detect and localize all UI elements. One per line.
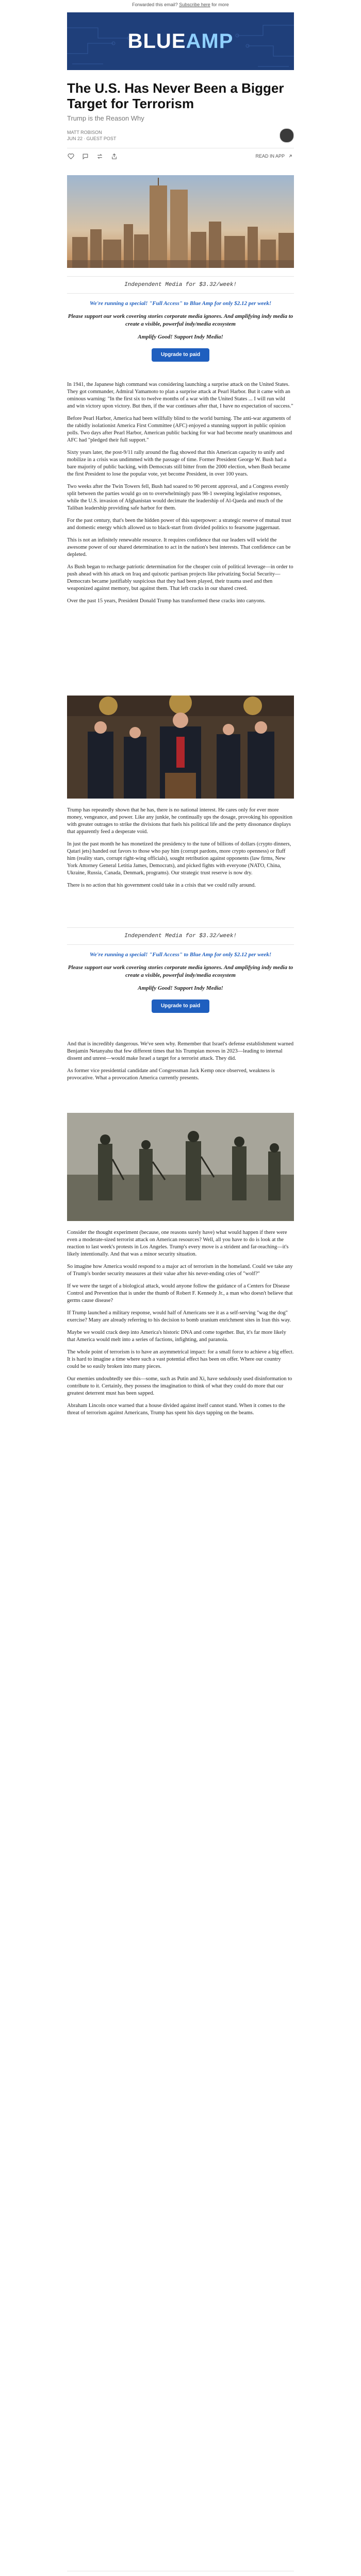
- article-paragraph: As former vice presidential candidate and Congressman Jack Kemp once observed, weakness is provocative. What a provocation America currently presents.: [67, 1068, 275, 1081]
- upgrade-button[interactable]: Upgrade to paid: [152, 348, 209, 362]
- article-paragraph: Over the past 15 years, President Donald Trump has transformed these cracks into canyons.: [67, 598, 266, 604]
- promo-tagline-2: Independent Media for $3.32/week!: [124, 933, 237, 939]
- publication-banner[interactable]: [67, 12, 294, 70]
- post-date: JUN 22: [67, 136, 83, 141]
- comment-icon[interactable]: [81, 152, 89, 160]
- divider: [67, 927, 294, 928]
- article-paragraph: In 1941, the Japanese high command was considering launching a surprise attack on the United States. They got commander, Admiral Yamamoto to plan a surprise attack at Pearl Harbor. But it came with an ominous warning: "In the first six to twelve months of a war with the United States ... I will run wild and win victory upon victory. But then, if the war continues after that, I have no expectation of success.": [67, 382, 293, 409]
- restack-icon[interactable]: [96, 152, 103, 160]
- author-avatar[interactable]: [280, 128, 294, 143]
- forward-bar: [0, 0, 361, 9]
- promo-special: We're running a special! "Full Access" to Blue Amp for only $2.12 per week!: [89, 300, 272, 307]
- post-subtitle: Trump is the Reason Why: [67, 114, 144, 122]
- upgrade-button-2[interactable]: Upgrade to paid: [152, 999, 209, 1013]
- article-paragraph: There is no action that his government could take in a crisis that we could rally around.: [67, 883, 256, 888]
- promo-special-2: We're running a special! "Full Access" to Blue Amp for only $2.12 per week!: [89, 952, 272, 958]
- article-paragraph: Two weeks after the Twin Towers fell, Bush had soared to 90 percent approval, and a Congress evenly split between the parties would go on to overwhelmingly pass 98-1 sweeping legislative responses, while the U.S. invasion of Afghanistan would decimate the leadership of Al-Qaeda and much of the Taliban leadership providing safe harbor for them.: [67, 484, 289, 511]
- twin-towers-photo: [67, 175, 294, 268]
- article-paragraph: Our enemies undoubtedly see this—some, such as Putin and Xi, have sedulously used disinformation to contribute to it. Certainly, they possess the imagination to think of what they could do more that our greatest deterrent must has been sapped.: [67, 1376, 292, 1396]
- promo-pitch-2: Please support our work covering stories corporate media ignores. And amplifying indy media to create a visible, powerful indy/media ecosystem: [68, 964, 293, 978]
- article-paragraph: In just the past month he has monetized the presidency to the tune of billions of dollars (crypto dinners, Qatari jets) handed out favors to those who pay him (corrupt pardons, more crypto openness) or fluff him (reality stars, corrupt right-wing officials), sought retribution against opponents (law firms, New York Attorney General Letitia James, Democrats), and picked fights with everyone (NATO, China, Ukraine, Russia, Canada, Denmark, programs). Our strategic trust reserve is now dry.: [67, 841, 291, 876]
- article-paragraph: Abraham Lincoln once warned that a house divided against itself cannot stand. When it comes to the threat of terrorism against Americans, Trump has spent his days tapping on the beams.: [67, 1403, 285, 1416]
- article-paragraph: Trump has repeatedly shown that he has, there is no national interest. He cares only for ever more money, vengeance, and power. Like any junkie, he continually ups the dosage, provoking his opposition with greater outrages to strike the divisions that fuels his political life and the petty dissonance displays that apparently feed a desperate void.: [67, 807, 293, 835]
- article-body-section-3: [67, 1041, 294, 1087]
- article-paragraph: The whole point of terrorism is to have an asymmetrical impact: for a small force to achieve a big effect. It is hard to imagine a time where such a vast potential effect has been on offer. Where our country could be so easily broken into many pieces.: [67, 1349, 294, 1369]
- press-conference-photo: [67, 696, 294, 799]
- promo-cta-2: Amplify Good! Support Indy Media!: [138, 985, 223, 991]
- article-paragraph: Sixty years later, the post-9/11 rally around the flag showed that this American capacity to unify and mobilize in a crisis was undimmed with the passage of time. Former President George W. Bush had a bare majority of public backing, with Democrats still bitter from the 2000 election, when Bush became the first President to lose the popular vote, yet become President, in over 100 years.: [67, 450, 290, 477]
- publication-logo: BLUEAMP: [127, 29, 234, 53]
- article-body-section-4: [67, 1229, 294, 1422]
- read-in-app-link[interactable]: READ IN APP: [255, 152, 294, 160]
- subscribe-link[interactable]: Subscribe here: [179, 2, 210, 7]
- read-in-app-icon: [287, 152, 294, 160]
- promo-cta: Amplify Good! Support Indy Media!: [138, 334, 223, 340]
- post-type: ∙ GUEST POST: [84, 136, 117, 141]
- divider: [67, 944, 294, 945]
- article-paragraph: If Trump launched a military response, would half of Americans see it as a self-serving "wag the dog" exercise? Many are already referring to his decision to bomb uranium enrichment sites in Iran this way.: [67, 1310, 291, 1323]
- divider: [67, 293, 294, 294]
- article-paragraph: Consider the thought experiment (because, one reasons surely have) what would happen if there were even a moderate-sized terrorist attack on American resources? Well, all you have to do is look at the reaction to last week's protests in Los Angeles. Trump's every move is a strident and far-reaching—it's likely intentionally. And that was a minor security situation.: [67, 1230, 289, 1257]
- article-body-section-1: [67, 381, 294, 610]
- author-name[interactable]: MATT ROBISON: [67, 130, 102, 135]
- article-paragraph: So imagine how America would respond to a major act of terrorism in the homeland. Could we take any of Trump's border security measures at their value after his never-ending cries of "wolf?": [67, 1264, 293, 1277]
- article-paragraph: Before Pearl Harbor, America had been willfully blind to the world burning. The anti-war arguments of the rabidly isolationist America First Committee (AFC) enjoyed a stunning support in public opinion polls. Two days after Pearl Harbor, American public backing for war had become nearly unanimous and AFC had "pledged their full support.": [67, 416, 292, 443]
- article-paragraph: And that is incredibly dangerous. We've seen why. Remember that Israel's defense establishment warned Benjamin Netanyahu that few different times that his Trumpian moves in 2023—leading to internal dissent and unrest—would make Israel a target for a terrorist attack. They did.: [67, 1041, 294, 1061]
- article-paragraph: This is not an infinitely renewable resource. It requires confidence that our leaders will wield the awesome power of our shared determination to act in the nation's best interests. That confidence can be depleted.: [67, 537, 291, 557]
- article-paragraph: Maybe we would crack deep into America's historic DNA and come together. But, it's far more likely that America would melt into a series of factions, infighting, and paranoia.: [67, 1330, 286, 1343]
- article-paragraph: If we were the target of a biological attack, would anyone follow the guidance of a Centers for Disease Control and Prevention that is under the thumb of Robert F. Kennedy Jr., a man who doesn't believe that germs cause disease?: [67, 1283, 293, 1303]
- promo-pitch: Please support our work covering stories corporate media ignores. And amplifying indy media to create a visible, powerful indy/media ecosystem: [68, 313, 293, 327]
- share-icon[interactable]: [110, 152, 118, 160]
- post-title: The U.S. Has Never Been a Bigger Target for Terrorism: [67, 80, 284, 111]
- heart-icon[interactable]: [67, 152, 74, 160]
- article-paragraph: For the past century, that's been the hidden power of this superpower: a strategic reserve of mutual trust and domestic energy which allowed us to black-start from divided politics to fearsome juggernaut.: [67, 518, 291, 531]
- forward-suffix: for more: [211, 2, 229, 7]
- forward-prefix: Forwarded this email?: [132, 2, 178, 7]
- promo-tagline: Independent Media for $3.32/week!: [124, 282, 237, 288]
- soldiers-photo: [67, 1113, 294, 1221]
- article-paragraph: As Bush began to recharge patriotic determination for the cheaper coin of political leverage—in order to push ahead with his attack on Iraq and quixotic partisan projects like privatizing Social Security—Democrats became justifiably suspicious that they had been played, their trauma used and then weaponized against memory, but against them. That left cracks in our shared creed.: [67, 564, 293, 591]
- divider: [67, 276, 294, 277]
- article-body-section-2: [67, 807, 294, 894]
